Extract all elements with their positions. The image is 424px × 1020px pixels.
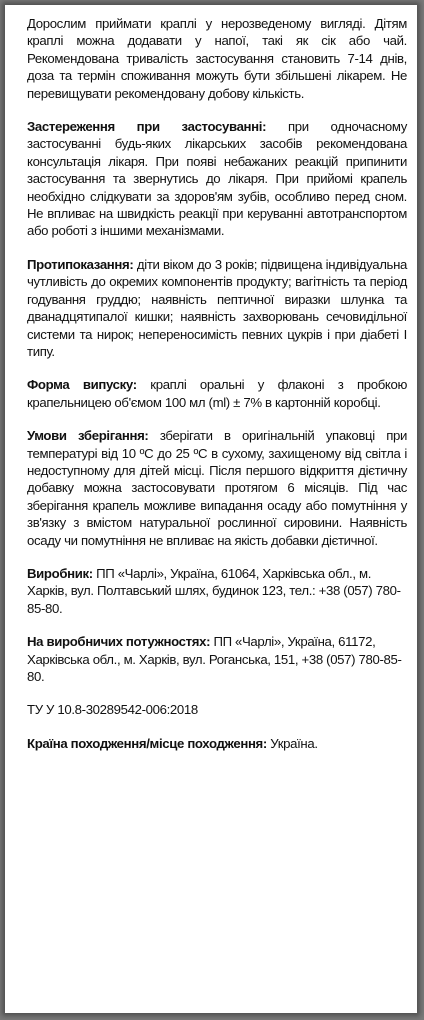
manufacturer-heading: Виробник: [27,565,93,581]
origin-text: Україна. [266,735,318,751]
label-sheet [5,5,417,1013]
release-form-heading: Форма випуску: [27,377,137,393]
release-form-paragraph [27,376,407,411]
production-facility-paragraph [27,633,407,685]
storage-heading: Умови зберігання: [27,428,149,444]
manufacturer-text: ПП «Чарлі», Україна, 61064, Харківська обл., м. Харків, вул. Полтавський шлях, будинок 123, тел.: +38 (057) 780-85-80. [27,565,401,616]
origin-paragraph [27,735,407,752]
manufacturer-paragraph [27,565,407,617]
specification-text: ТУ У 10.8-30289542-006:2018 [27,702,198,718]
production-facility-text: ПП «Чарлі», Україна, 61172, Харківська обл., м. Харків, вул. Роганська, 151, +38 (057) 780-85-80. [27,634,402,684]
label-text [27,15,407,768]
contraindications-paragraph [27,256,407,360]
release-form-text: краплі оральні у флаконі з пробкою крапельницею об'ємом 100 мл (ml) ± 7% в картонній коробці. [27,377,407,410]
precautions-text: при одночасному застосуванні будь-яких лікарських засобів рекомендована консультація лікаря. При появі небажаних реакцій припинити застосування та звернутись до лікаря. При прийомі крапель необхідно слідкувати за здоров'ям зубів, особливо перед сном. Не впливає на швидкість реакції при керуванні автотранспортом або роботі з іншими механізмами. [27,119,407,239]
usage-paragraph [27,15,407,102]
storage-paragraph [27,427,407,549]
origin-heading: Країна походження/місце походження: [27,735,267,751]
contraindications-heading: Протипоказання: [27,256,134,272]
usage-text: Дорослим приймати краплі у нерозведеному вигляді. Дітям краплі можна додавати у напої, такі як сік або чай. Рекомендована тривалість застосування становить 7-14 днів, доза та термін споживання можуть бути збільшені лікарем. Не перевищувати рекомендовану добову кількість. [27,16,407,101]
precautions-heading: Застереження при застосуванні: [27,119,267,135]
storage-text: зберігати в оригінальній упаковці при температурі від 10 ºС до 25 ºС в сухому, захищеному від світла і недоступному для дітей місці. Після першого відкриття дієтичну добавку можна застосовувати протягом 6 місяців. Під час зберігання крапель можливе випадання осаду або помутніння у зв'язку з вмістом натуральної рослинної сировини. Наявність осаду чи помутніння не впливає на якість добавки дієтичної. [27,428,407,548]
precautions-paragraph [27,118,407,240]
specification-paragraph [27,701,407,718]
production-facility-heading: На виробничих потужностях: [27,634,211,650]
contraindications-text: діти віком до 3 років; підвищена індивідуальна чутливість до окремих компонентів продукту; вагітність та період годування груддю; наявність пептичної виразки шлунка та дванадцятипалої кишки; наявність захворювань сечовидільної системи та нирок; непереносимість певних цукрів і при діабеті I типу. [27,256,407,359]
